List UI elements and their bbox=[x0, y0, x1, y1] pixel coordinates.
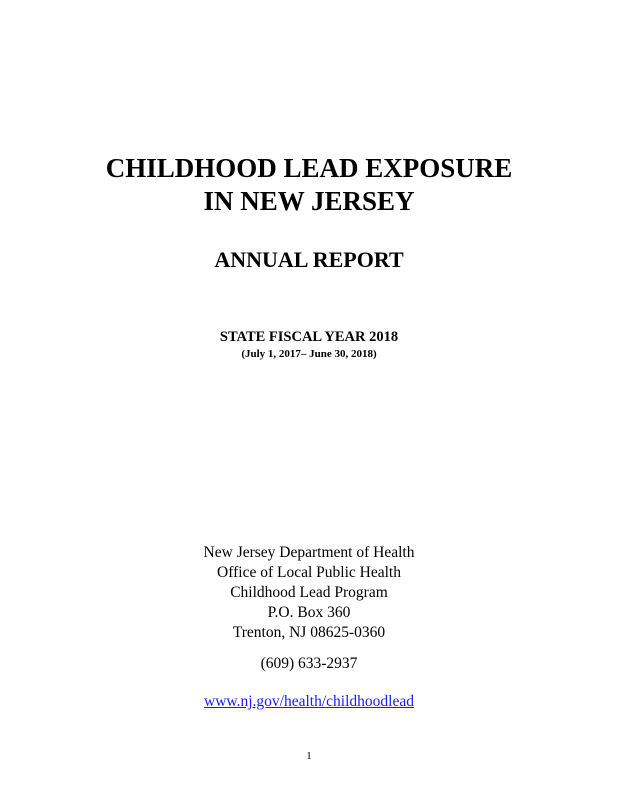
contact-phone: (609) 633-2937 bbox=[260, 655, 358, 672]
address-line-city: Trenton, NJ 08625-0360 bbox=[232, 624, 386, 641]
address-line-program: Childhood Lead Program bbox=[230, 584, 388, 601]
address-line-po-box: P.O. Box 360 bbox=[267, 604, 351, 621]
address-line-office: Office of Local Public Health bbox=[217, 564, 401, 581]
address-line-department: New Jersey Department of Health bbox=[203, 544, 415, 561]
fiscal-year-heading: STATE FISCAL YEAR 2018 bbox=[219, 329, 399, 345]
report-title bbox=[0, 152, 618, 218]
report-title-line-1: CHILDHOOD LEAD EXPOSURE bbox=[105, 153, 513, 183]
report-title-line-2: IN NEW JERSEY bbox=[203, 186, 415, 216]
fiscal-year-dates: (July 1, 2017– June 30, 2018) bbox=[241, 348, 377, 360]
website-link[interactable]: www.nj.gov/health/childhoodlead bbox=[204, 693, 414, 710]
report-subtitle: ANNUAL REPORT bbox=[214, 247, 404, 272]
contact-address bbox=[0, 543, 618, 643]
website-container bbox=[0, 692, 618, 712]
page-number: 1 bbox=[306, 750, 312, 762]
